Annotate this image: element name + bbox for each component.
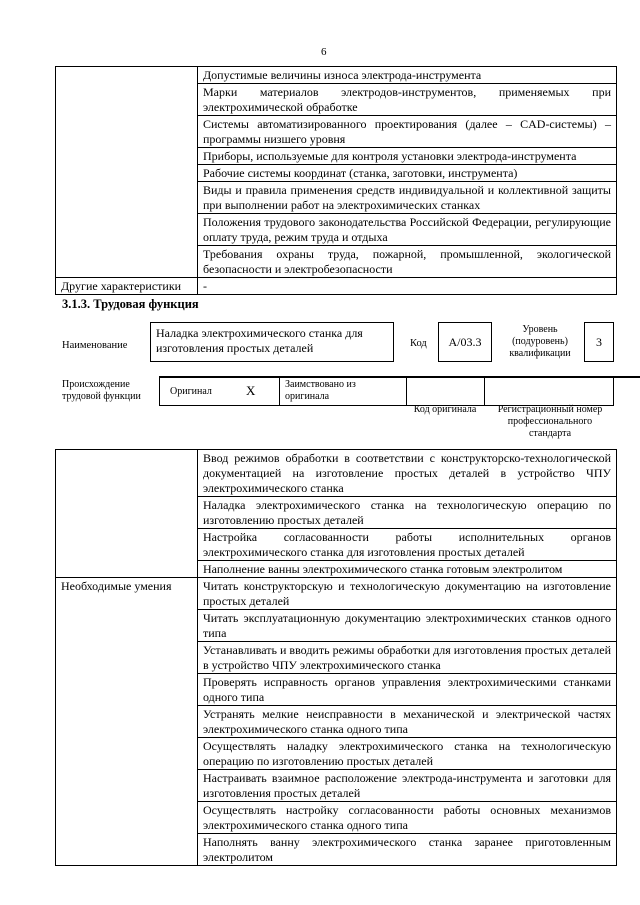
origin-label: Происхождение трудовой функции — [62, 379, 141, 402]
action-item: Наладка электрохимического станка на технологическую операцию по изготовлению простых деталей — [198, 497, 617, 529]
other-characteristics-value: - — [198, 278, 617, 295]
code-label: Код — [410, 338, 427, 349]
skill-item: Проверять исправность органов управления электрохимическими станками одного типа — [198, 674, 617, 706]
reg-number-label: Регистрационный номер профессионального стандарта — [497, 404, 603, 439]
skills-label: Необходимые умения — [56, 578, 198, 866]
knowledge-item: Рабочие системы координат (станка, заготовки, инструмента) — [198, 165, 617, 182]
code-value: A/03.3 — [448, 335, 482, 349]
knowledge-item: Положения трудового законодательства Российской Федерации, регулирующие оплату труда, режим труда и отдыха — [198, 214, 617, 246]
action-item: Ввод режимов обработки в соответствии с конструкторско-технологической документацией на изготовление простых деталей в устройство ЧПУ электрохимического станка — [198, 450, 617, 497]
level-label: Уровень (подуровень) квалификации — [509, 324, 571, 359]
level-box — [584, 322, 614, 362]
skill-item: Осуществлять настройку согласованности работы основных механизмов электрохимического станка одного типа — [198, 802, 617, 834]
knowledge-item: Приборы, используемые для контроля установки электрода-инструмента — [198, 148, 617, 165]
knowledge-label-cell — [56, 67, 198, 278]
knowledge-item: Виды и правила применения средств индивидуальной и коллективной защиты при выполнении работ на электрохимических станках — [198, 182, 617, 214]
code-box — [438, 322, 492, 362]
actions-label-cell — [56, 450, 198, 578]
original-label: Оригинал — [170, 386, 212, 397]
code-original-label: Код оригинала — [413, 404, 477, 415]
function-details-table — [55, 449, 617, 866]
knowledge-item: Системы автоматизированного проектирования (далее – CAD-системы) – программы низшего уровня — [198, 116, 617, 148]
function-name-value: Наладка электрохимического станка для изготовления простых деталей — [156, 326, 363, 355]
code-original-cell — [406, 376, 485, 406]
function-name-box — [150, 322, 394, 362]
skill-item: Осуществлять наладку электрохимического станка на технологическую операцию по изготовлению простых деталей — [198, 738, 617, 770]
original-mark: X — [246, 383, 256, 398]
borrowed-label: Заимствовано из оригинала — [285, 379, 356, 402]
action-item: Наполнение ванны электрохимического станка готовым электролитом — [198, 561, 617, 578]
page-number: 6 — [321, 46, 327, 58]
skill-item: Читать конструкторскую и технологическую документацию на изготовление простых деталей — [198, 578, 617, 610]
knowledge-item: Марки материалов электродов-инструментов, применяемых при электрохимической обработке — [198, 84, 617, 116]
skill-item: Читать эксплуатационную документацию электрохимических станков одного типа — [198, 610, 617, 642]
skill-item: Наполнять ванну электрохимического станка заранее приготовленным электролитом — [198, 834, 617, 866]
reg-number-cell — [484, 376, 614, 406]
name-label: Наименование — [62, 340, 128, 351]
skill-item: Устранять мелкие неисправности в механической и электрической частях электрохимического станка одного типа — [198, 706, 617, 738]
other-characteristics-label: Другие характеристики — [56, 278, 198, 295]
section-title: 3.1.3. Трудовая функция — [62, 297, 199, 311]
knowledge-item: Требования охраны труда, пожарной, промышленной, экологической безопасности и электробезопасности — [198, 246, 617, 278]
knowledge-table — [55, 66, 617, 295]
original-cell — [159, 376, 280, 406]
skill-item: Устанавливать и вводить режимы обработки для изготовления простых деталей в устройство ЧПУ электрохимического станка — [198, 642, 617, 674]
knowledge-item: Допустимые величины износа электрода-инструмента — [198, 67, 617, 84]
action-item: Настройка согласованности работы исполнительных органов электрохимического станка для изготовления простых деталей — [198, 529, 617, 561]
level-value: 3 — [596, 335, 602, 349]
skill-item: Настраивать взаимное расположение электрода-инструмента и заготовки для изготовления простых деталей — [198, 770, 617, 802]
borrowed-cell — [279, 376, 407, 406]
